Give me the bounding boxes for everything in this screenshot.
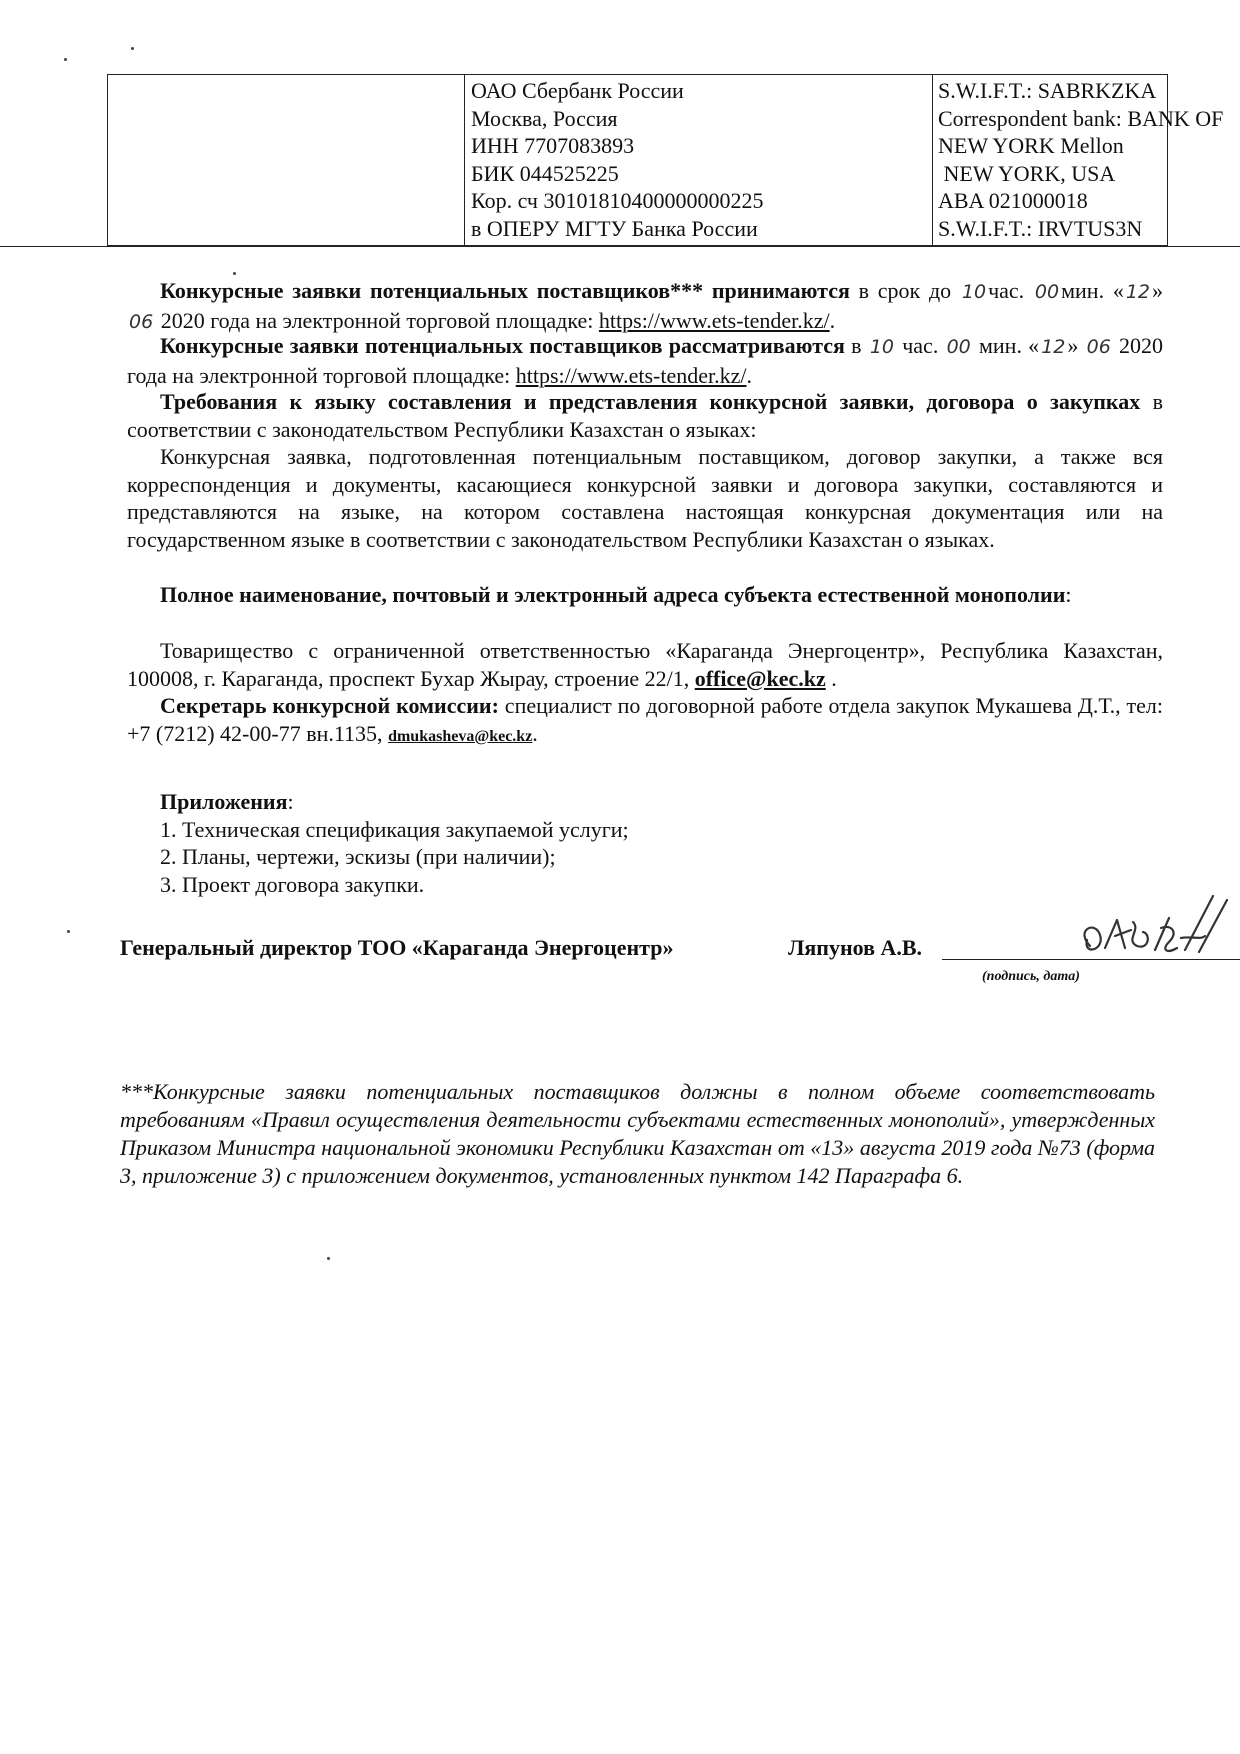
handwritten-hour: 10 [869,336,894,358]
text-fragment: 2020 года на электронной торговой площадке: [127,333,1164,388]
swift-line: S.W.I.F.T.: IRVTUS3N [938,215,1143,241]
text-fragment: : [1065,582,1072,607]
swift-line: NEW YORK Mellon [938,133,1124,159]
submission-heading: Конкурсные заявки потенциальных поставщиков*** [160,278,704,303]
footnote-text: ***Конкурсные заявки потенциальных поставщиков должны в полном объеме соответствовать требованиям «Правил осуществления деятельности субъектами естественных монополий», утвержденных Приказом Министра национальной экономики Республики Казахстан от «13» августа 2019 года №73 (форма 3, приложение 3) с приложением документов, установленных пунктом 142 Параграфа 6. [120,1079,1155,1188]
appendix-item: 2. Планы, чертежи, эскизы (при наличии); [160,844,556,869]
secretary-label: Секретарь конкурсной комиссии: [160,693,499,718]
monopoly-heading-paragraph [127,581,1163,609]
monopoly-body: Товарищество с ограниченной ответственностью «Караганда Энергоцентр», Республика Казахстан, 100008, г. Караганда, проспект Бухар Жырау, строение 22/1, [127,638,1163,691]
swift-line: NEW YORK, USA [938,160,1116,186]
ets-tender-link[interactable]: https://www.ets-tender.kz/ [515,362,747,388]
text-fragment: мин. « [1061,278,1124,303]
submission-verb: принимаются [711,278,850,303]
director-name: Ляпунов А.В. [788,935,923,960]
bank-table-russia-cell [464,75,932,245]
handwritten-month: 06 [1086,336,1111,358]
signature-line [942,959,1240,960]
handwritten-minute: 00 [1034,281,1060,303]
appendices-heading: Приложения [160,789,288,814]
bank-line: ОАО Сбербанк России [471,78,684,103]
scan-speck [131,47,134,50]
handwritten-month: 06 [129,310,154,333]
handwritten-hour: 10 [961,281,987,303]
language-requirements-paragraph [127,388,1163,443]
handwritten-signature-icon [955,890,1240,970]
handwritten-day: 12 [1125,281,1151,303]
bank-line: Москва, Россия [471,105,618,131]
office-email-link[interactable]: office@kec.kz [694,665,826,691]
bank-line: Кор. сч 30101810400000000225 [471,188,764,214]
swift-line: Correspondent bank: BANK OF [938,105,1224,131]
text-fragment: час. [988,278,1025,303]
text-fragment: 2020 года на электронной торговой площадке: [155,307,599,333]
director-title: Генеральный директор ТОО «Караганда Энергоцентр» [120,935,674,960]
review-deadline-paragraph [127,332,1163,389]
text-fragment: . [829,307,836,333]
text-fragment: в [844,333,868,358]
monopoly-body-paragraph [127,637,1163,692]
swift-line: S.W.I.F.T.: SABRKZKA [938,78,1157,103]
language-body: Конкурсная заявка, подготовленная потенциальным поставщиком, договор закупки, а также вся корреспонденция и документы, касающиеся конкурсной заявки и договора закупки, составляются и представляются на языке, на котором составлена настоящая конкурсная документация или на государственном языке в соответствии с законодательством Республики Казахстан о языках. [127,444,1163,552]
scan-speck [64,58,67,61]
text-fragment: . [746,362,752,388]
text-fragment: » [1152,278,1164,303]
appendix-item: 1. Техническая спецификация закупаемой услуги; [160,816,629,842]
bank-table-empty-cell [108,75,464,245]
bank-table-swift-cell [932,75,1224,245]
handwritten-minute: 00 [946,336,971,358]
table-bottom-rule [0,246,1240,247]
bank-details-table [107,74,1224,246]
scan-speck [327,1257,330,1260]
secretary-email-link[interactable]: dmukasheva@kec.kz [388,727,533,745]
signature-caption: (подпись, дата) [982,969,1080,984]
bank-line: ИНН 7707083893 [471,133,635,159]
appendices-section [160,788,1060,898]
text-fragment: мин. « [972,333,1040,358]
bank-line: в ОПЕРУ МГТУ Банка России [471,215,758,241]
text-fragment: . [825,665,837,691]
appendix-item: 3. Проект договора закупки. [160,871,425,897]
scan-speck [67,930,70,933]
monopoly-heading: Полное наименование, почтовый и электронный адреса субъекта естественной монополии [160,582,1066,607]
handwritten-day: 12 [1041,336,1066,358]
text-fragment: : [287,789,294,814]
review-heading: Конкурсные заявки потенциальных поставщиков рассматриваются [160,333,845,358]
scan-speck [233,272,236,275]
secretary-body: специалист по договорной работе отдела закупок Мукашева Д.Т., тел: +7 (7212) 42-00-77 вн.1135, [127,693,1164,746]
text-fragment: . [532,720,538,746]
bank-line: БИК 044525225 [471,160,619,186]
secretary-paragraph [127,692,1163,750]
signature-block [120,935,1170,984]
submission-deadline-paragraph [127,277,1163,336]
text-fragment: в срок до [849,278,960,303]
text-fragment: час. [896,333,945,358]
language-heading: Требования к языку составления и представления конкурсной заявки, договора о закупках [160,389,1141,414]
text-fragment: » [1067,333,1085,358]
ets-tender-link[interactable]: https://www.ets-tender.kz/ [598,307,830,333]
appendices-heading-line [160,788,1060,816]
language-heading-rest: в соответствии с законодательством Республики Казахстан о языках: [127,389,1163,442]
swift-line: ABA 021000018 [938,188,1088,214]
footnote-paragraph [120,1078,1155,1190]
language-body-paragraph [127,443,1163,553]
